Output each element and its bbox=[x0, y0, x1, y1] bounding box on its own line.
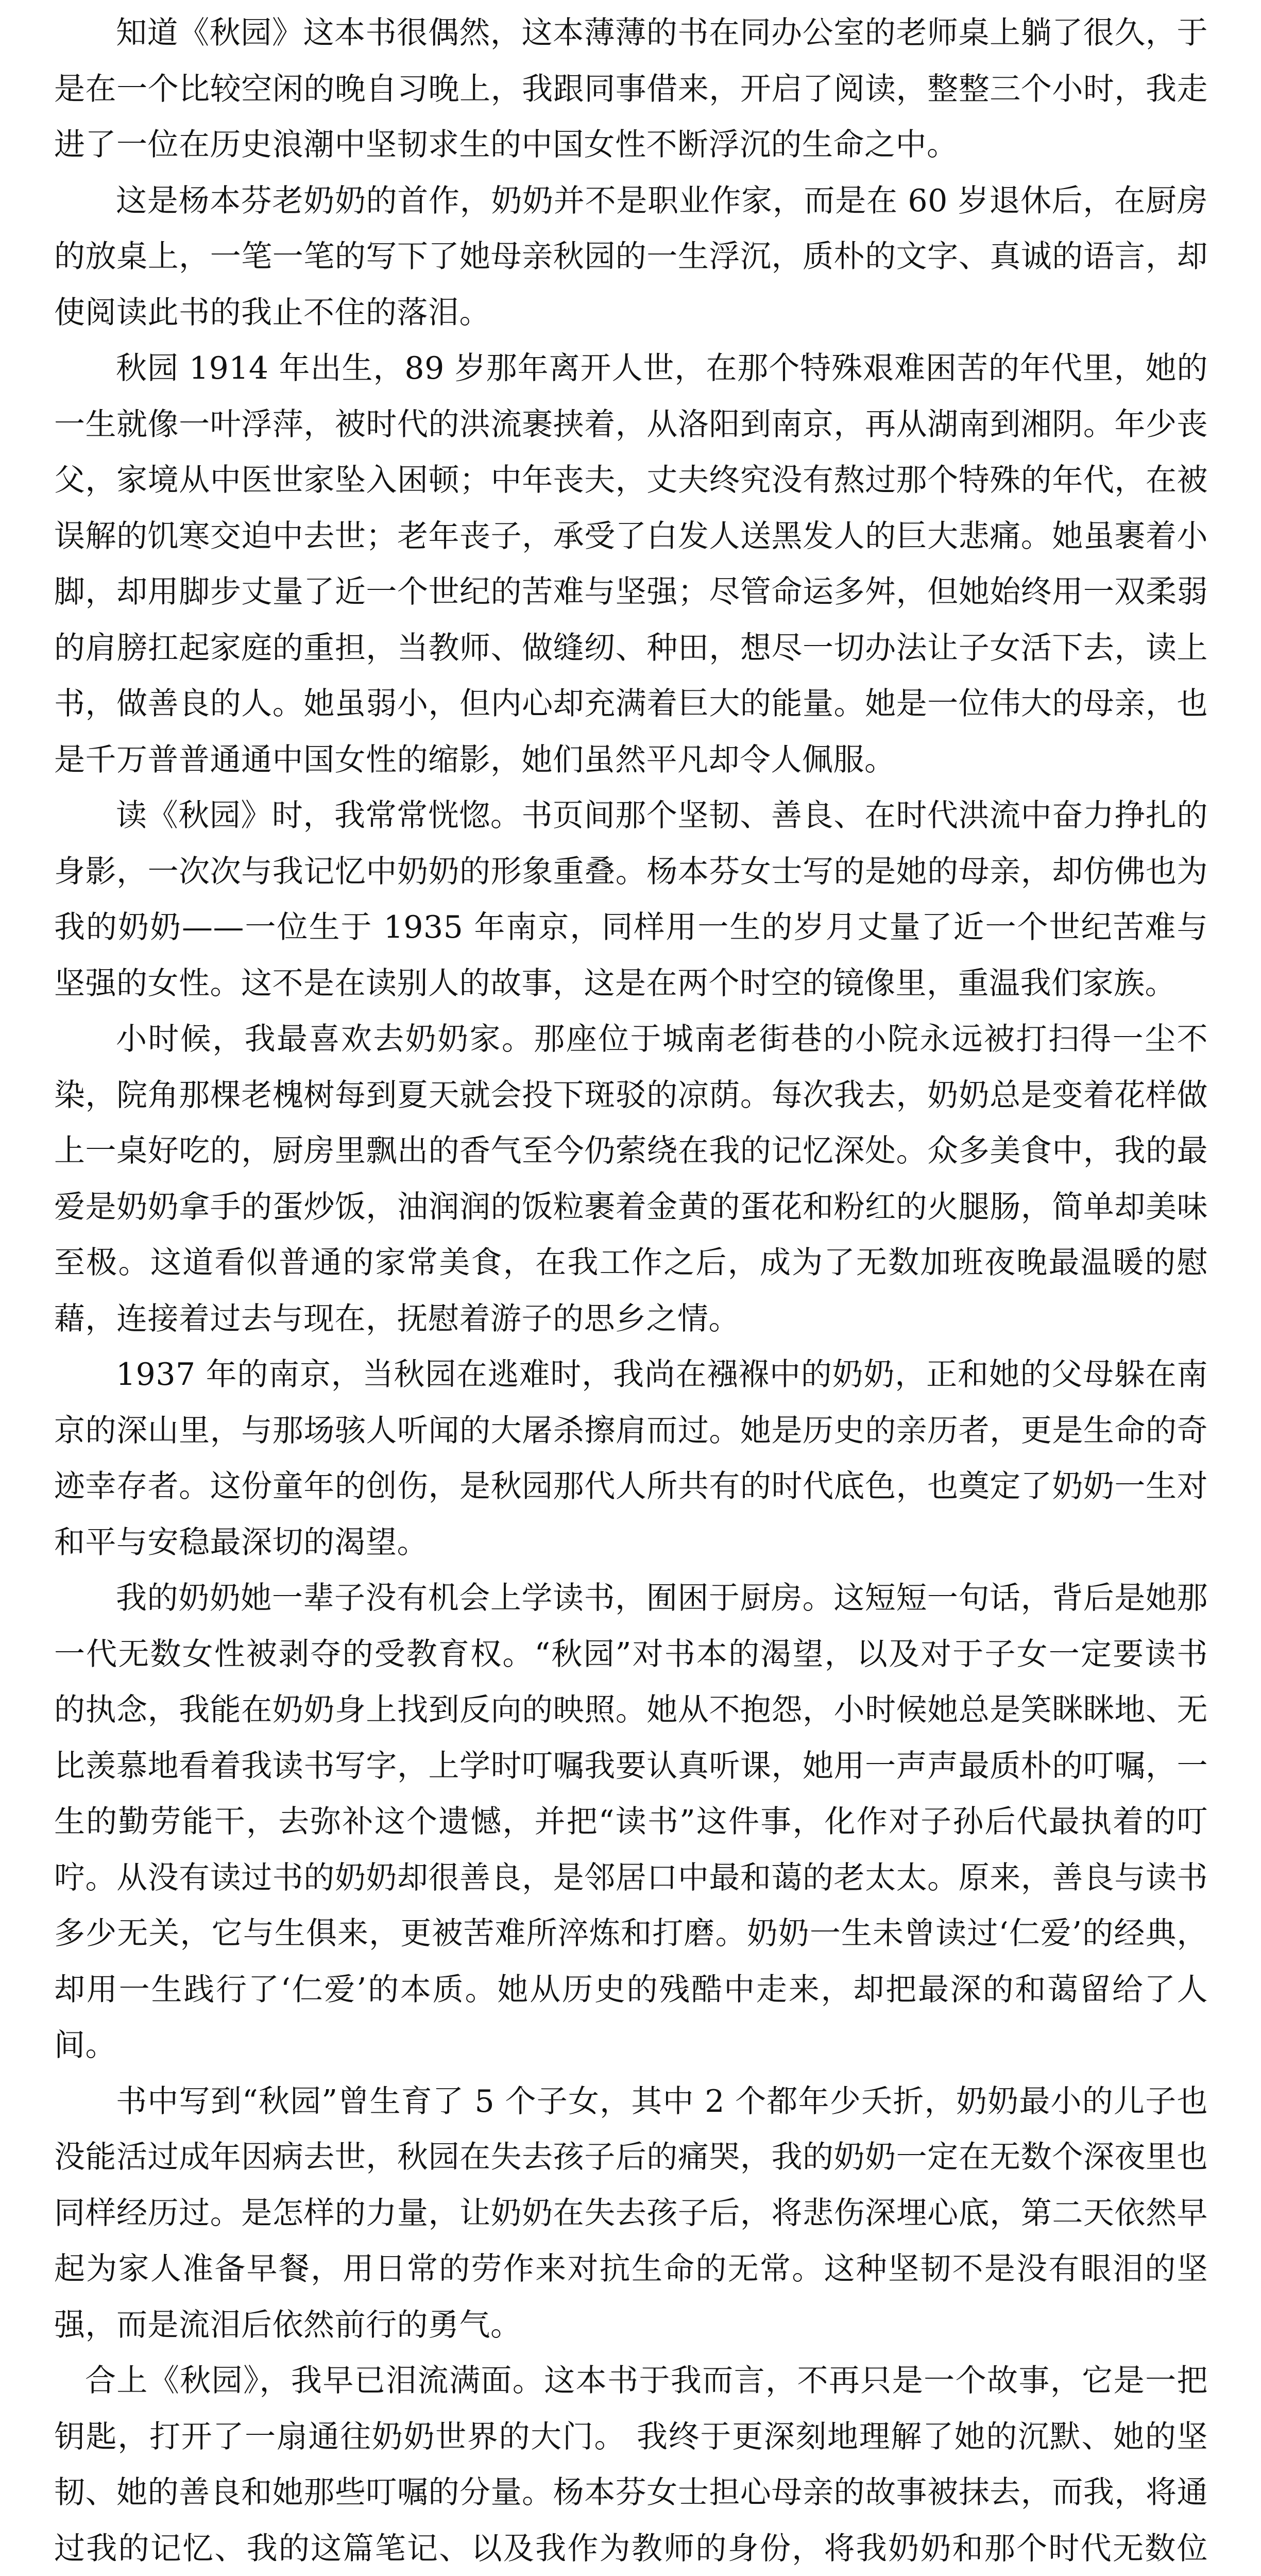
essay-page bbox=[54, 5, 1208, 2576]
paragraph-1: 知道《秋园》这本书很偶然，这本薄薄的书在同办公室的老师桌上躺了很久，于是在一个比较空闲的晚自习晚上，我跟同事借来，开启了阅读，整整三个小时，我走进了一位在历史浪潮中坚韧求生的中国女性不断浮沉的生命之中。 bbox=[54, 15, 1208, 163]
paragraph-3: 秋园 1914 年出生，89 岁那年离开人世，在那个特殊艰难困苦的年代里，她的一生就像一叶浮萍，被时代的洪流裹挟着，从洛阳到南京，再从湖南到湘阴。年少丧父，家境从中医世家坠入困顿；中年丧夫，丈夫终究没有熬过那个特殊的年代，在被误解的饥寒交迫中去世；老年丧子，承受了白发人送黑发人的巨大悲痛。她虽裹着小脚，却用脚步丈量了近一个世纪的苦难与坚强；尽管命运多舛，但她始终用一双柔弱的肩膀扛起家庭的重担，当教师、做缝纫、种田，想尽一切办法让子女活下去，读上书，做善良的人。她虽弱小，但内心却充满着巨大的能量。她是一位伟大的母亲，也是千万普普通通中国女性的缩影，她们虽然平凡却令人佩服。 bbox=[54, 350, 1208, 778]
paragraph-7: 我的奶奶她一辈子没有机会上学读书，囿困于厨房。这短短一句话，背后是她那一代无数女性被剥夺的受教育权。“秋园”对书本的渴望，以及对于子女一定要读书的执念，我能在奶奶身上找到反向的映照。她从不抱怨，小时候她总是笑眯眯地、无比羡慕地看着我读书写字，上学时叮嘱我要认真听课，她用一声声最质朴的叮嘱，一生的勤劳能干，去弥补这个遗憾，并把“读书”这件事，化作对子孙后代最执着的叮咛。从没有读过书的奶奶却很善良，是邻居口中最和蔼的老太太。原来，善良与读书多少无关，它与生俱来，更被苦难所淬炼和打磨。奶奶一生未曾读过‘仁爱’的经典，却用一生践行了‘仁爱’的本质。她从历史的残酷中走来，却把最深的和蔼留给了人间。 bbox=[54, 1580, 1208, 2063]
paragraph-2: 这是杨本芬老奶奶的首作，奶奶并不是职业作家，而是在 60 岁退休后，在厨房的放桌上，一笔一笔的写下了她母亲秋园的一生浮沉，质朴的文字、真诚的语言，却使阅读此书的我止不住的落泪。 bbox=[54, 182, 1208, 331]
paragraph-8: 书中写到“秋园”曾生育了 5 个子女，其中 2 个都年少夭折，奶奶最小的儿子也没能活过成年因病去世，秋园在失去孩子后的痛哭，我的奶奶一定在无数个深夜里也同样经历过。是怎样的力量，让奶奶在失去孩子后，将悲伤深埋心底，第二天依然早起为家人准备早餐，用日常的劳作来对抗生命的无常。这种坚韧不是没有眼泪的坚强，而是流泪后依然前行的勇气。 bbox=[54, 2083, 1208, 2343]
paragraph-4: 读《秋园》时，我常常恍惚。书页间那个坚韧、善良、在时代洪流中奋力挣扎的身影，一次次与我记忆中奶奶的形象重叠。杨本芬女士写的是她的母亲，却仿佛也为我的奶奶——一位生于 1935 年南京，同样用一生的岁月丈量了近一个世纪苦难与坚强的女性。这不是在读别人的故事，这是在两个时空的镜像里，重温我们家族。 bbox=[54, 798, 1208, 1002]
paragraph-5: 小时候，我最喜欢去奶奶家。那座位于城南老街巷的小院永远被打扫得一尘不染，院角那棵老槐树每到夏天就会投下斑驳的凉荫。每次我去，奶奶总是变着花样做上一桌好吃的，厨房里飘出的香气至今仍萦绕在我的记忆深处。众多美食中，我的最爱是奶奶拿手的蛋炒饭，油润润的饭粒裹着金黄的蛋花和粉红的火腿肠，简单却美味至极。这道看似普通的家常美食，在我工作之后，成为了无数加班夜晚最温暖的慰藉，连接着过去与现在，抚慰着游子的思乡之情。 bbox=[54, 1021, 1208, 1337]
paragraph-6: 1937 年的南京，当秋园在逃难时，我尚在襁褓中的奶奶，正和她的父母躲在南京的深山里，与那场骇人听闻的大屠杀擦肩而过。她是历史的亲历者，更是生命的奇迹幸存者。这份童年的创伤，是秋园那代人所共有的时代底色，也奠定了奶奶一生对和平与安稳最深切的渴望。 bbox=[54, 1357, 1208, 1561]
paragraph-9: 合上《秋园》，我早已泪流满面。这本书于我而言，不再只是一个故事，它是一把钥匙，打开了一扇通往奶奶世界的大门。 我终于更深刻地理解了她的沉默、她的坚韧、她的善良和她那些叮嘱的分量。杨本芬女士担心母亲的故事被抹去，而我，将通过我的记忆、我的这篇笔记、以及我作为教师的身份，将我奶奶和那个时代无数位 bbox=[54, 2363, 1208, 2567]
